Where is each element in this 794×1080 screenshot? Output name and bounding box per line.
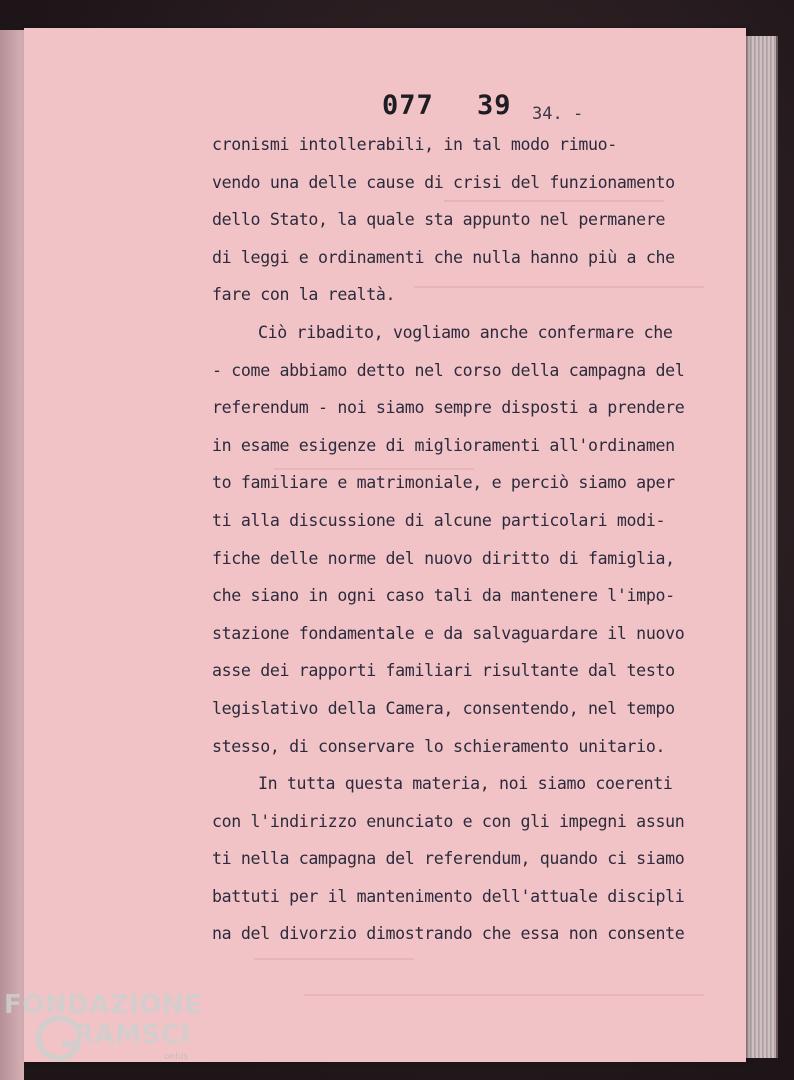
text-line: referendum - noi siamo sempre disposti a prendere — [212, 398, 685, 418]
text-line: na del divorzio dimostrando che essa non consente — [212, 924, 685, 944]
text-line: che siano in ogni caso tali da mantenere l'impo- — [212, 586, 675, 606]
text-line: asse dei rapporti familiari risultante dal testo — [212, 661, 675, 681]
document-page — [24, 28, 746, 1062]
text-line: fare con la realtà. — [212, 285, 396, 305]
text-line: ti nella campagna del referendum, quando ci siamo — [212, 849, 685, 869]
facing-page-edge — [0, 30, 24, 1080]
logo-suffix: onlus — [164, 1052, 189, 1062]
text-line: fiche delle norme del nuovo diritto di famiglia, — [212, 548, 675, 568]
text-line: Ciò ribadito, vogliamo anche confermare che — [258, 322, 673, 342]
text-line: in esame esigenze di miglioramenti all'ordinamen — [212, 435, 675, 455]
text-line: stesso, di conservare lo schieramento unitario. — [212, 736, 666, 756]
text-line: In tutta questa materia, noi siamo coerenti — [258, 774, 673, 794]
text-line: di leggi e ordinamenti che nulla hanno più a che — [212, 247, 675, 267]
text-line: battuti per il mantenimento dell'attuale discipli — [212, 886, 685, 906]
page-number: 34. - — [532, 104, 584, 124]
typewritten-body — [212, 126, 712, 953]
text-line: con l'indirizzo enunciato e con gli impegni assun — [212, 811, 685, 831]
archive-stamp-number: 39 — [477, 90, 512, 121]
text-line: dello Stato, la quale sta appunto nel permanere — [212, 210, 666, 230]
text-line: to familiare e matrimoniale, e perciò siamo aper — [212, 473, 675, 493]
text-line: vendo una delle cause di crisi del funzionamento — [212, 172, 675, 192]
fondazione-gramsci-watermark — [4, 990, 204, 1076]
text-line: - come abbiamo detto nel corso della campagna del — [212, 360, 685, 380]
logo-text: FONDAZIONE — [4, 990, 203, 1020]
page-header — [24, 90, 746, 130]
text-line: cronismi intollerabili, in tal modo rimuo- — [212, 135, 617, 154]
text-line: stazione fondamentale e da salvaguardare il nuovo — [212, 623, 685, 643]
logo-text: RAMSCI — [74, 1020, 191, 1050]
archive-stamp-number: 077 — [382, 90, 434, 121]
show-through-line — [304, 994, 704, 996]
text-line: legislativo della Camera, consentendo, nel tempo — [212, 698, 675, 718]
show-through-line — [254, 958, 414, 960]
text-line: ti alla discussione di alcune particolari modi- — [212, 510, 666, 530]
